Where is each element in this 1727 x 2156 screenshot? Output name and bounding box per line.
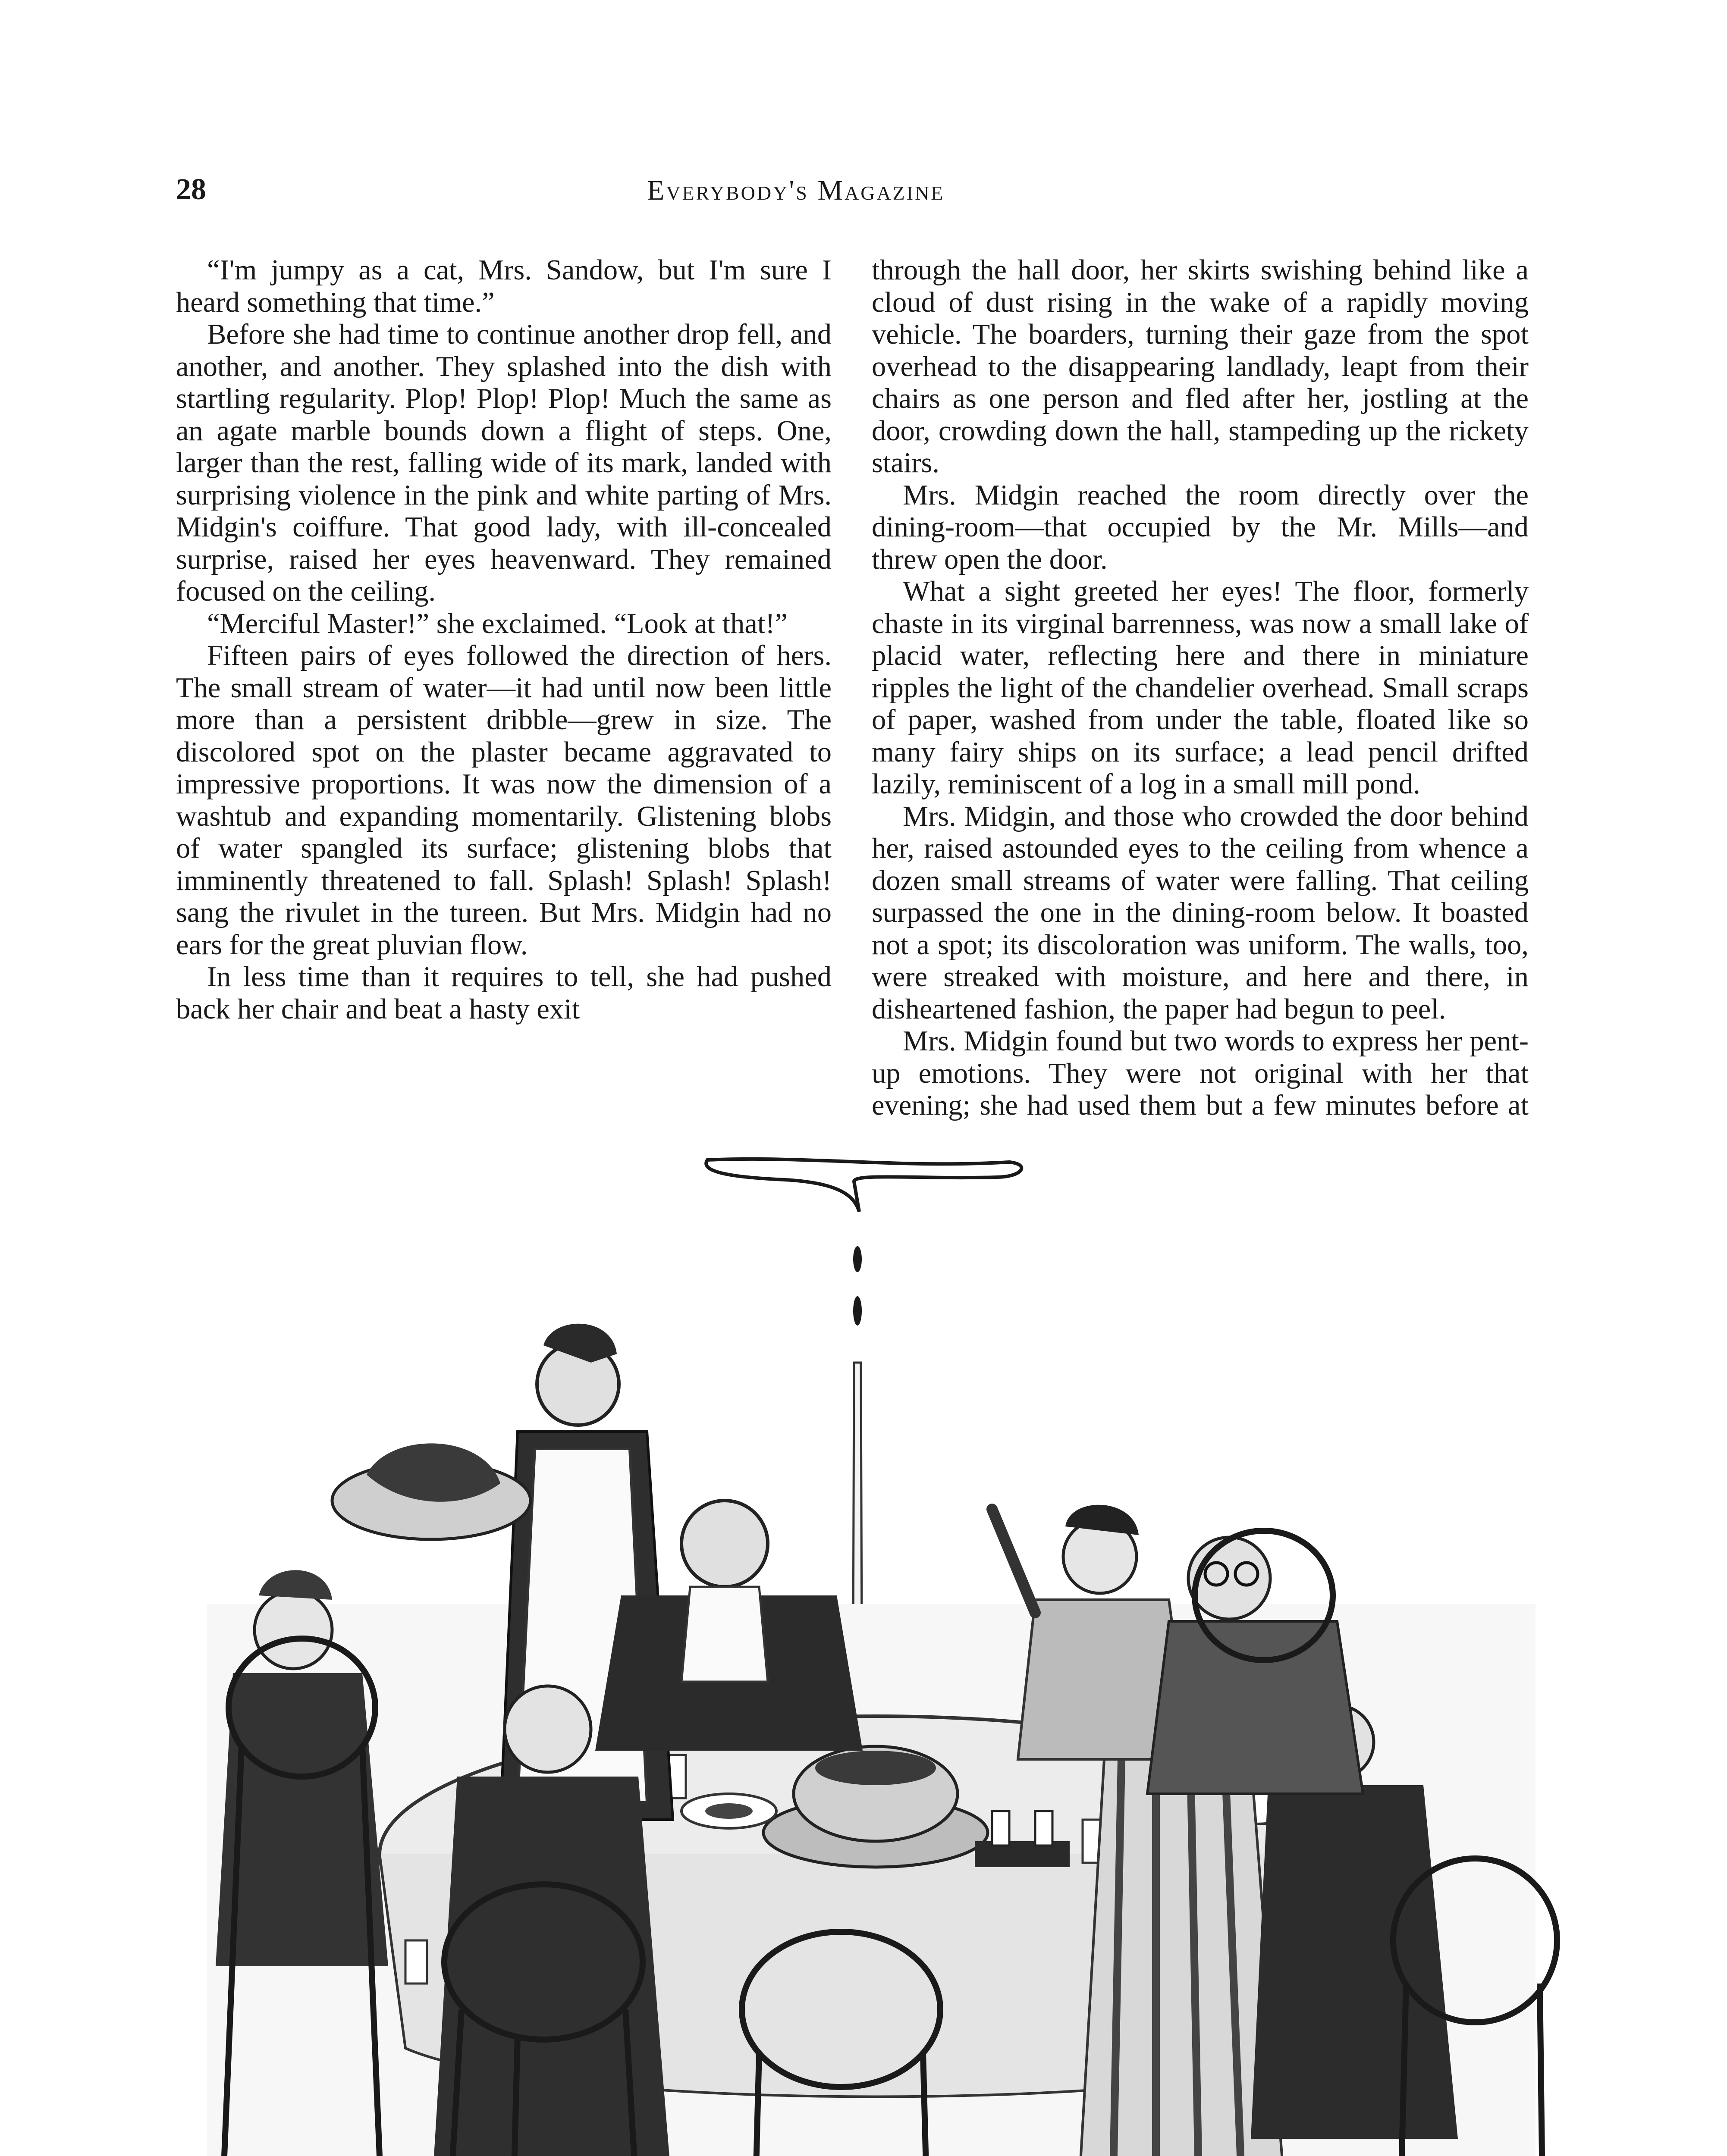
paragraph: Mrs. Midgin, and those who crowded the door behind her, raised astounded eyes to the ceiling from whence a dozen small streams of water were falling. That ceiling surpassed the one in the dining-room below. It boasted not a spot; its discoloration was uniform. The walls, too, were streaked with moisture, and here and there, in disheartened fashion, the paper had begun to peel. — [872, 800, 1529, 1025]
left-column — [176, 254, 832, 1025]
paragraph: Before she had time to continue another drop fell, and another, and another. They splashed into the dish with startling regularity. Plop! Plop! Plop! Much the same as an agate marble bounds down a flight of steps. One, larger than the rest, falling wide of its mark, landed with surprising violence in the pink and white parting of Mrs. Midgin's coiffure. That good lady, with ill-concealed surprise, raised her eyes heavenward. They remained focused on the ceiling. — [176, 319, 832, 607]
dinner-table-illustration-icon — [164, 1121, 1561, 2156]
running-head: Everybody's Magazine — [647, 175, 945, 206]
paragraph: “Merciful Master!” she exclaimed. “Look at that!” — [207, 608, 788, 639]
paragraph: In less time than it requires to tell, she had pushed back her chair and beat a hasty exit — [176, 961, 832, 1025]
page-number: 28 — [176, 173, 206, 206]
paragraph: Mrs. Midgin reached the room directly over the dining-room—that occupied by the Mr. Mills—and threw open the door. — [872, 479, 1529, 575]
paragraph: Fifteen pairs of eyes followed the direction of hers. The small stream of water—it had until now been little more than a persistent dribble—grew in size. The discolored spot on the plaster became aggravated to impressive proportions. It was now the dimension of a washtub and expanding momentarily. Glistening blobs of water spangled its surface; glistening blobs that imminently threatened to fall. Splash! Splash! Splash! sang the rivulet in the tureen. But Mrs. Midgin had no ears for the great pluvian flow. — [176, 640, 832, 961]
paragraph: “I'm jumpy as a cat, Mrs. Sandow, but I'm sure I heard something that time.” — [176, 254, 832, 318]
paragraph: through the hall door, her skirts swishing behind like a cloud of dust rising in the wake of a rapidly moving vehicle. The boarders, turning their gaze from the spot overhead to the disappearing landlady, leapt from their chairs as one person and fled after her, jostling at the door, crowding down the hall, stampeding up the rickety stairs. — [872, 254, 1529, 479]
paragraph: What a sight greeted her eyes! The floor, formerly chaste in its virginal barrenness, was now a small lake of placid water, reflecting here and there in miniature ripples the light of the chandelier overhead. Small scraps of paper, washed from under the table, floated like so many fairy ships on its surface; a lead pencil drifted lazily, reminiscent of a log in a small mill pond. — [872, 576, 1529, 800]
paragraph: Mrs. Midgin found but two words to express her pent-up emotions. They were not original with her that evening; she had used them but a few minutes before at — [872, 1025, 1529, 1121]
right-column — [872, 254, 1529, 1154]
